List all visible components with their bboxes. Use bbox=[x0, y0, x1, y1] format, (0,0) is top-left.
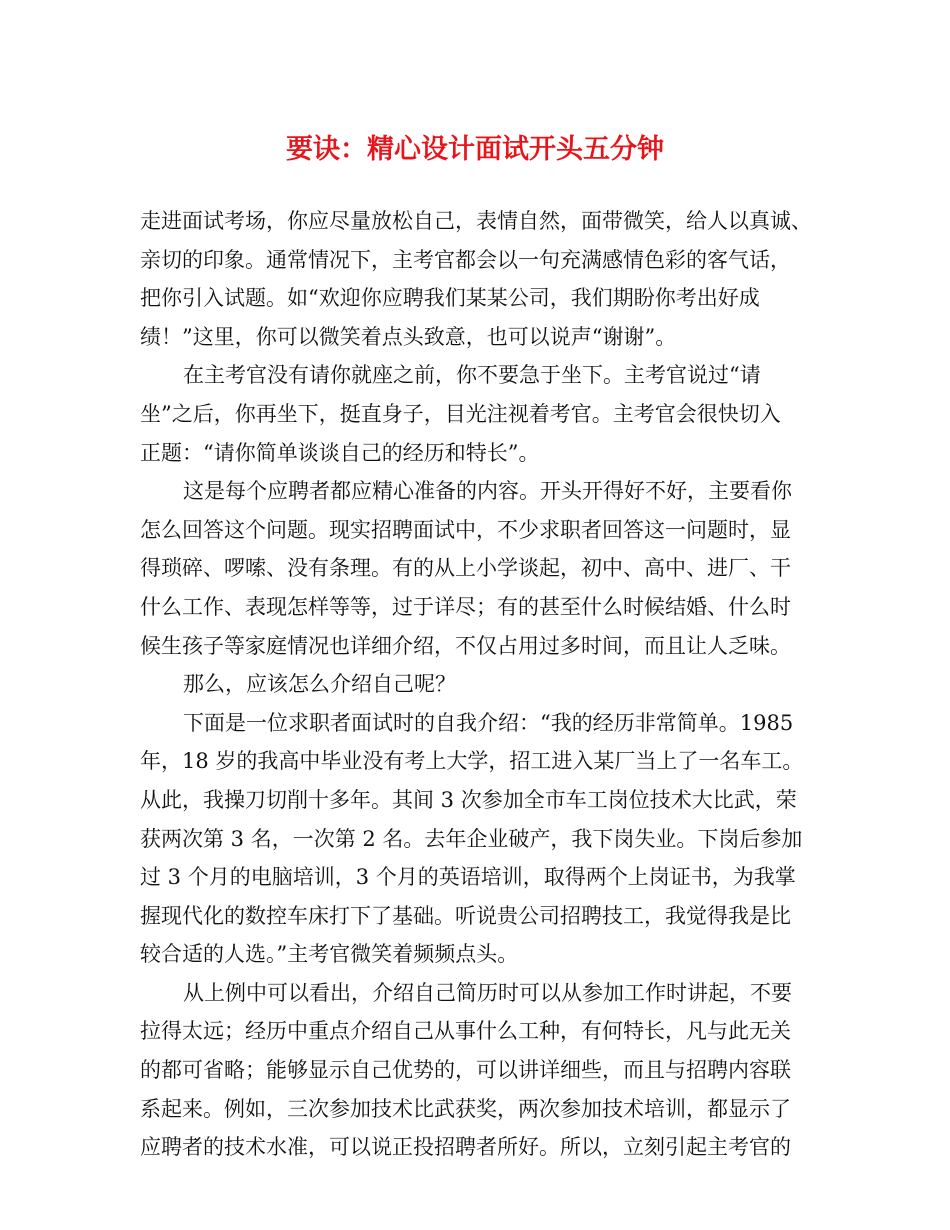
text-line: 年，18 岁的我高中毕业没有考上大学，招工进入某厂当上了一名车工。 bbox=[140, 749, 804, 774]
document-body bbox=[140, 202, 820, 1167]
text-line: 候生孩子等家庭情况也详细介绍，不仅占用过多时间，而且让人乏味。 bbox=[140, 633, 791, 658]
text-line: 握现代化的数控车床打下了基础。听说贵公司招聘技工，我觉得我是比 bbox=[140, 903, 791, 928]
text-line: 从上例中可以看出，介绍自己简历时可以从参加工作时讲起，不要 bbox=[183, 980, 792, 1005]
text-line: 过 3 个月的电脑培训，3 个月的英语培训，取得两个上岗证书，为我掌 bbox=[140, 865, 796, 890]
text-line: 什么工作、表现怎样等等，过于详尽；有的甚至什么时候结婚、什么时 bbox=[140, 594, 791, 619]
text-line: 的都可省略；能够显示自己优势的，可以讲详细些，而且与招聘内容联 bbox=[140, 1058, 791, 1083]
text-line: 把你引入试题。如“欢迎你应聘我们某某公司，我们期盼你考出好成 bbox=[140, 286, 760, 311]
text-line: 这是每个应聘者都应精心准备的内容。开头开得好不好，主要看你 bbox=[183, 479, 792, 504]
text-line: 亲切的印象。通常情况下，主考官都会以一句充满感情色彩的客气话， bbox=[140, 247, 791, 272]
text-line: 正题：“请你简单谈谈自己的经历和特长”。 bbox=[140, 440, 540, 465]
text-line: 走进面试考场，你应尽量放松自己，表情自然，面带微笑，给人以真诚、 bbox=[140, 209, 812, 233]
text-line: 从此，我操刀切削十多年。其间 3 次参加全市车工岗位技术大比武，荣 bbox=[140, 787, 797, 812]
text-line: 系起来。例如，三次参加技术比武获奖，两次参加技术培训，都显示了 bbox=[140, 1096, 791, 1121]
document-title: 要诀：精心设计面试开头五分钟 bbox=[286, 134, 664, 165]
text-line: 下面是一位求职者面试时的自我介绍：“我的经历非常简单。1985 bbox=[183, 710, 794, 735]
text-line: 应聘者的技术水准，可以说正投招聘者所好。所以，立刻引起主考官的 bbox=[140, 1135, 791, 1160]
text-line: 在主考官没有请你就座之前，你不要急于坐下。主考官说过“请 bbox=[183, 363, 761, 388]
text-line: 获两次第 3 名，一次第 2 名。去年企业破产，我下岗失业。下岗后参加 bbox=[140, 826, 803, 851]
text-line: 较合适的人选。”主考官微笑着频频点头。 bbox=[140, 942, 519, 967]
text-line: 坐”之后，你再坐下，挺直身子，目光注视着考官。主考官会很快切入 bbox=[140, 401, 781, 426]
text-line: 得琐碎、啰嗦、没有条理。有的从上小学谈起，初中、高中、进厂、干 bbox=[140, 556, 791, 581]
text-line: 拉得太远；经历中重点介绍自己从事什么工种，有何特长，凡与此无关 bbox=[140, 1019, 791, 1044]
text-line: 那么，应该怎么介绍自己呢？ bbox=[183, 672, 456, 697]
text-line: 怎么回答这个问题。现实招聘面试中，不少求职者回答这一问题时，显 bbox=[140, 517, 791, 542]
text-line: 绩！”这里，你可以微笑着点头致意，也可以说声“谢谢”。 bbox=[140, 324, 677, 349]
